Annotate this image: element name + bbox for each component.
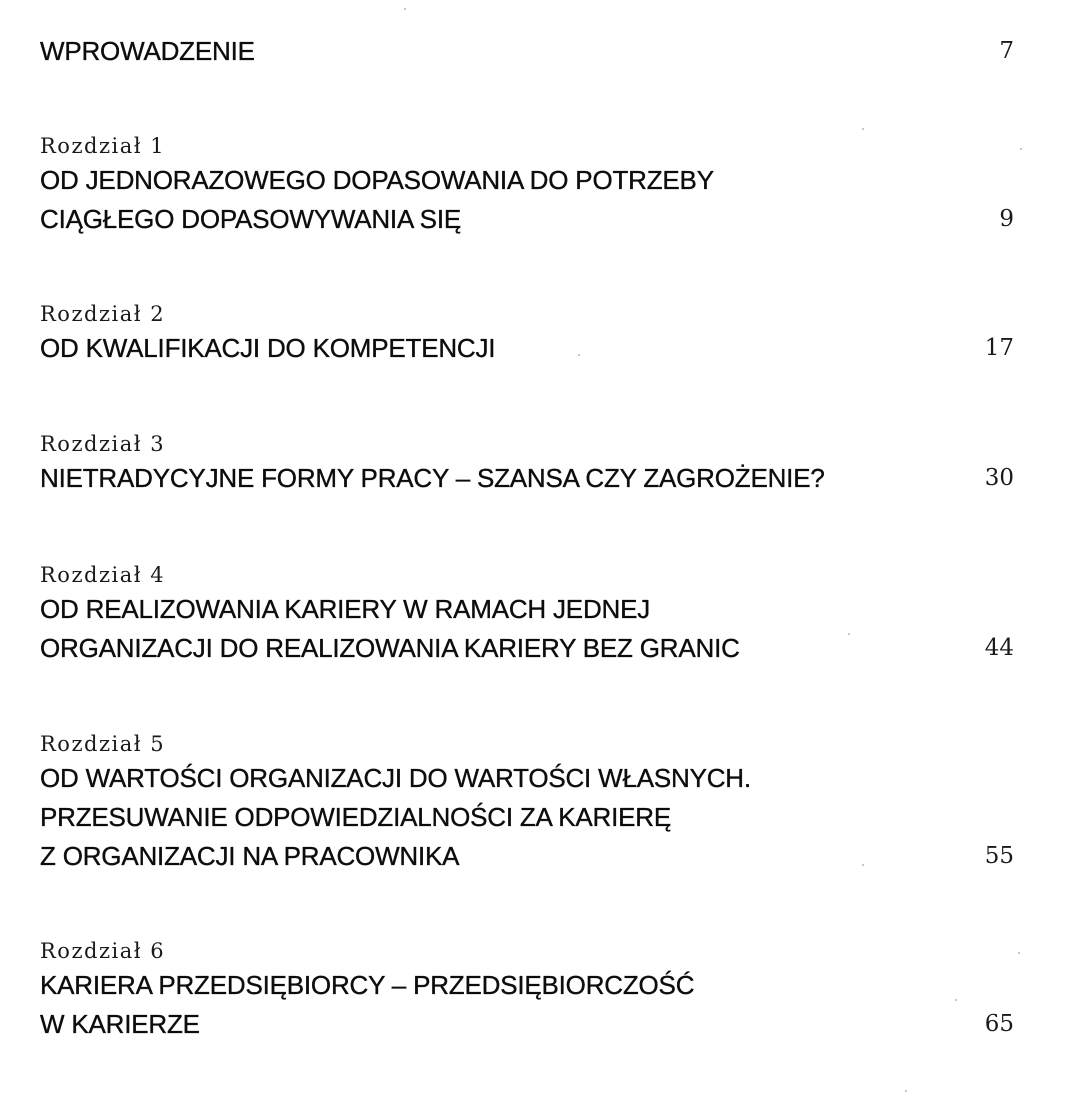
toc-title-line: WPROWADZENIE bbox=[40, 36, 255, 66]
toc-page-number: 7 bbox=[999, 38, 1014, 64]
scan-speck bbox=[862, 864, 864, 866]
toc-page-number: 30 bbox=[984, 465, 1014, 491]
toc-title-row bbox=[40, 459, 1020, 498]
chapter-label: Rozdział 6 bbox=[40, 939, 166, 963]
toc-entry-chapter-1[interactable] bbox=[40, 131, 1020, 239]
scan-speck bbox=[905, 1090, 907, 1092]
scan-speck bbox=[1020, 148, 1022, 150]
toc-title-line: W KARIERZE bbox=[40, 1009, 200, 1039]
toc-entry-chapter-5[interactable] bbox=[40, 729, 1020, 876]
toc-entry-chapter-6[interactable] bbox=[40, 936, 1020, 1044]
toc-title-row bbox=[40, 837, 1020, 876]
toc-page-number: 55 bbox=[984, 843, 1014, 869]
toc-title-row bbox=[40, 32, 1020, 71]
scan-speck bbox=[862, 128, 864, 130]
scan-speck bbox=[955, 999, 957, 1001]
scan-speck bbox=[848, 633, 850, 635]
toc-title-line: Z ORGANIZACJI NA PRACOWNIKA bbox=[40, 841, 460, 871]
toc-title-line: PRZESUWANIE ODPOWIEDZIALNOŚCI ZA KARIERĘ bbox=[40, 802, 672, 832]
toc-title-line: CIĄGŁEGO DOPASOWYWANIA SIĘ bbox=[40, 204, 461, 234]
toc-title-line: KARIERA PRZEDSIĘBIORCY – PRZEDSIĘBIORCZOŚĆ bbox=[40, 970, 695, 1000]
toc-title-line: OD WARTOŚCI ORGANIZACJI DO WARTOŚCI WŁASNYCH. bbox=[40, 763, 751, 793]
toc-entry-chapter-2[interactable] bbox=[40, 299, 1020, 368]
toc-page-number: 9 bbox=[999, 206, 1014, 232]
toc-title-line: NIETRADYCYJNE FORMY PRACY – SZANSA CZY ZAGROŻENIE? bbox=[40, 463, 825, 493]
toc-title-row bbox=[40, 329, 1020, 368]
toc-title-row bbox=[40, 1005, 1020, 1044]
toc-title-line: OD REALIZOWANIA KARIERY W RAMACH JEDNEJ bbox=[40, 594, 651, 624]
scan-speck bbox=[578, 354, 580, 356]
chapter-label: Rozdział 4 bbox=[40, 563, 166, 587]
toc-title-line: OD JEDNORAZOWEGO DOPASOWANIA DO POTRZEBY bbox=[40, 165, 714, 195]
toc-entry-chapter-3[interactable] bbox=[40, 429, 1020, 498]
toc-page-number: 44 bbox=[984, 635, 1014, 661]
chapter-label: Rozdział 1 bbox=[40, 134, 166, 158]
chapter-label: Rozdział 2 bbox=[40, 302, 166, 326]
toc-title-row bbox=[40, 200, 1020, 239]
toc-entry-intro[interactable] bbox=[40, 32, 1020, 71]
toc-title-line: OD KWALIFIKACJI DO KOMPETENCJI bbox=[40, 333, 496, 363]
toc-page-number: 65 bbox=[984, 1011, 1014, 1037]
chapter-label: Rozdział 5 bbox=[40, 732, 166, 756]
toc-title-row bbox=[40, 629, 1020, 668]
scan-speck bbox=[404, 8, 406, 10]
scan-speck bbox=[1018, 952, 1020, 954]
toc-entry-chapter-4[interactable] bbox=[40, 560, 1020, 668]
toc-title-line: ORGANIZACJI DO REALIZOWANIA KARIERY BEZ GRANIC bbox=[40, 633, 740, 663]
toc-page-number: 17 bbox=[984, 335, 1014, 361]
chapter-label: Rozdział 3 bbox=[40, 432, 166, 456]
